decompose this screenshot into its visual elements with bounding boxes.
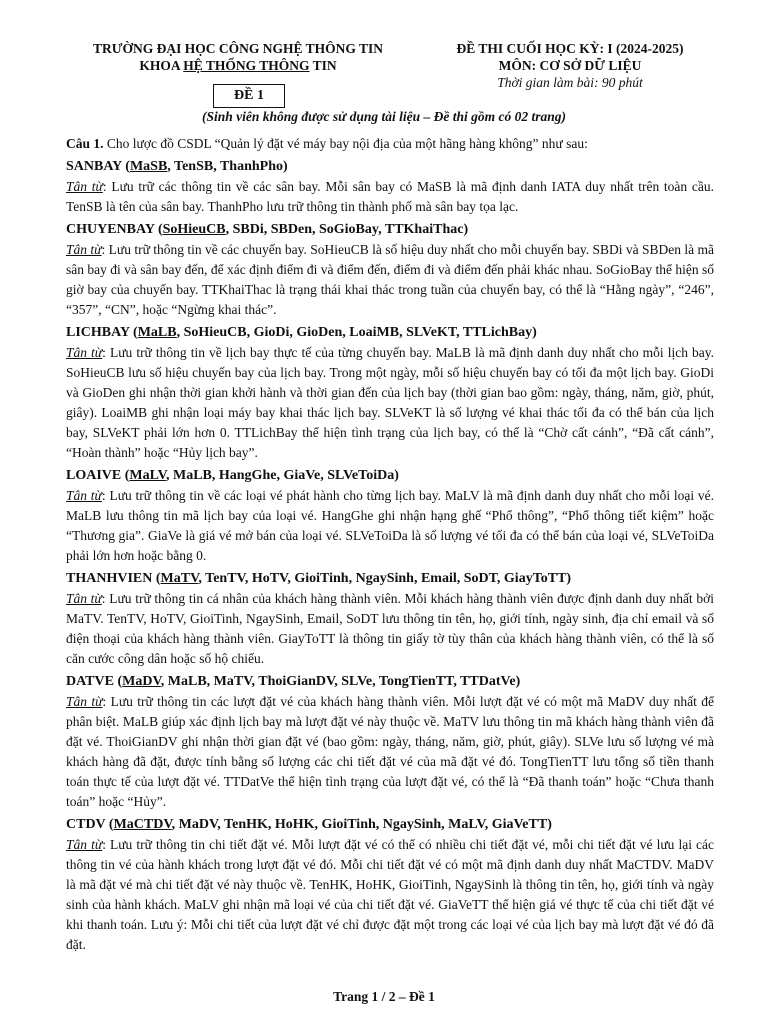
table-attributes: , TenTV, HoTV, GioiTinh, NgaySinh, Email, SoDT, GiayToTT) [198,571,572,586]
table-attributes: , SBDi, SBDen, SoGioBay, TTKhaiThac) [225,222,469,237]
table-schema: THANHVIEN (MaTV, TenTV, HoTV, GioiTinh, NgaySinh, Email, SoDT, GiayToTT) [66,571,572,586]
table-name: DATVE [66,674,114,689]
table-schema: DATVE (MaDV, MaLB, MaTV, ThoiGianDV, SLVe, TongTienTT, TTDatVe) [66,674,521,689]
description-label: Tân từ [66,242,102,257]
description-label: Tân từ [66,591,102,606]
table-name: LICHBAY [66,325,130,340]
table-attributes: , MaDV, TenHK, HoHK, GioiTinh, NgaySinh, MaLV, GiaVeTT) [171,817,552,832]
primary-key: MaTV [160,571,199,586]
faculty-prefix: KHOA [139,58,184,73]
exam-duration: Thời gian làm bài: 90 phút [497,75,643,90]
description-label: Tân từ [66,488,102,503]
table-name: THANHVIEN [66,571,153,586]
primary-key: SoHieuCB [162,222,226,237]
header-right [420,40,720,91]
exam-title: ĐỀ THI CUỐI HỌC KỲ: I (2024-2025) [456,41,684,56]
description-text: : Lưu trữ thông tin chi tiết đặt vé. Mỗi lượt đặt vé có thể có nhiều chi tiết đặt vé, mỗi chi tiết đặt vé lưu lại các thông tin vé của hành khách trong lượt đặt vé đó. Mỗi chi tiết đặt vé có một mã định danh duy nhất MaCTDV. MaDV là mã đặt vé mà chi tiết đặt vé này thuộc về. TenHK, HoHK, GioiTinh, NgaySinh là thông tin tên, họ, giới tính và ngày sinh của hành khách. MaLV ghi nhận mã loại vé của chi tiết đặt vé. GiaVeTT thể hiện giá vé thực tế của chi tiết đặt vé khi thanh toán. Lưu ý: Mỗi chi tiết của lượt đặt vé chỉ được đặt một trong các loại vé của lịch bay mà lượt đặt vé đó đã đặt. [66,837,715,952]
primary-key: MaSB [129,159,168,174]
table-description [66,240,714,320]
table-schema: CHUYENBAY (SoHieuCB, SBDi, SBDen, SoGioBay, TTKhaiThac) [66,222,469,237]
description-text: : Lưu trữ thông tin về các loại vé phát hành cho từng lịch bay. MaLV là mã định danh duy nhất cho mỗi loại vé. MaLB lưu thông tin mã lịch bay của loại vé. HangGhe ghi nhận hạng ghế “Phổ thông”, “Phổ thông tiết kiệm” hoặc “Thương gia”. GiaVe là giá vé mở bán của loại vé. SLVeToiDa là số lượng vé tối đa có thể bán của loại vé, SLVeToiDa phải lớn hơn hoặc bằng 0. [66,488,715,563]
table-name: LOAIVE [66,468,122,483]
table-name: SANBAY [66,159,122,174]
description-text: : Lưu trữ thông tin cá nhân của khách hàng thành viên. Mỗi khách hàng thành viên được định danh duy nhất bởi MaTV. TenTV, HoTV, GioiTinh, NgaySinh, Email, SoDT lưu thông tin tên, họ, giới tính, ngày sinh, địa chỉ email và số điện thoại của khách hàng thành viên. GiayToTT là thông tin giấy tờ tùy thân của khách hàng thành viên, có thể là số căn cước công dân hoặc số hộ chiếu. [66,591,714,666]
table-attributes: , TenSB, ThanhPho) [167,159,288,174]
page-footer: Trang 1 / 2 – Đề 1 [333,989,435,1004]
description-text: : Lưu trữ thông tin các lượt đặt vé của khách hàng thành viên. Mỗi lượt đặt vé có một mã MaDV duy nhất để phân biệt. MaLB giúp xác định lịch bay mà lượt đặt vé này thuộc về. MaTV lưu thông tin mã khách hàng thành viên đã đặt vé. ThoiGianDV ghi nhận thời gian đặt vé (bao gồm: ngày, tháng, năm, giờ, phút, giây). SLVe lưu số lượng vé mà khách hàng đã đặt, được tính bằng số lượng các chi tiết đặt vé của mã đặt vé đó. TongTienTT lưu tổng số tiền thanh toán thực tế của lượt đặt vé. TTDatVe thể hiện tình trạng của lượt đặt vé, có thể là “Đã thanh toán” hoặc “Chưa thanh toán” hoặc “Hủy”. [66,694,714,809]
question-intro [66,134,714,154]
table-description [66,589,714,669]
table-schema: LICHBAY (MaLB, SoHieuCB, GioDi, GioDen, LoaiMB, SLVeKT, TTLichBay) [66,325,537,340]
table-attributes: , SoHieuCB, GioDi, GioDen, LoaiMB, SLVeKT, TTLichBay) [176,325,537,340]
exam-code-box: ĐỀ 1 [213,84,285,108]
header-left [60,40,416,74]
description-text: : Lưu trữ các thông tin về các sân bay. Mỗi sân bay có MaSB là mã định danh IATA duy nhất trên toàn cầu. TenSB là tên của sân bay. ThanhPho lưu trữ thông tin thành phố mà sân bay tọa lạc. [66,179,715,214]
table-name: CTDV [66,817,106,832]
description-label: Tân từ [66,837,103,852]
question-text: Cho lược đồ CSDL “Quản lý đặt vé máy bay nội địa của một hãng hàng không” như sau: [103,136,588,151]
description-label: Tân từ [66,345,103,360]
table-description [66,835,714,955]
table-name: CHUYENBAY [66,222,155,237]
description-text: : Lưu trữ thông tin về lịch bay thực tế của từng chuyến bay. MaLB là mã định danh duy nhất cho mỗi lịch bay. SoHieuCB lưu số hiệu chuyến bay của lịch bay. Trong một ngày, mỗi số hiệu chuyến bay có tối đa một lịch bay. GioDi và GioDen ghi nhận thời gian khởi hành và thời gian đến của lịch bay (thời gian bao gồm: ngày, tháng, năm, giờ, phút, giây). LoaiMB ghi nhận loại máy bay khai thác lịch bay. SLVeKT là số lượng vé khai thác tối đa có thể bán của lịch bay, SLVeKT phải lớn hơn 0. TTLichBay thể hiện tình trạng của lịch bay, có thể là “Chờ cất cánh”, “Đã cất cánh”, “Hoàn thành” hoặc “Hủy lịch bay”. [66,345,714,460]
table-description [66,177,714,217]
table-description [66,692,714,812]
question-body [66,134,714,956]
primary-key: MaLV [129,468,166,483]
table-description [66,486,714,566]
faculty-underlined: HỆ THỐNG THÔNG [183,58,310,73]
primary-key: MaCTDV [113,817,172,832]
table-schema: CTDV (MaCTDV, MaDV, TenHK, HoHK, GioiTinh, NgaySinh, MaLV, GiaVeTT) [66,817,552,832]
description-label: Tân từ [66,694,103,709]
question-label: Câu 1. [66,136,104,151]
description-text: : Lưu trữ thông tin về các chuyến bay. SoHieuCB là số hiệu duy nhất cho mỗi chuyến bay. SBDi và SBDen là mã sân bay đi và sân bay đến, để xác định điểm đi và điểm đến, điểm đi và điểm đến phải khác nhau. SoGioBay thể hiện số giờ bay của chuyến bay. TTKhaiThac là trạng thái khai thác trong tuần của chuyến bay, có thể là “Hằng ngày”, “246”, “357”, “CN”, hoặc “Ngừng khai thác”. [66,242,715,317]
table-schema: SANBAY (MaSB, TenSB, ThanhPho) [66,159,288,174]
table-attributes: , MaLB, HangGhe, GiaVe, SLVeToiDa) [165,468,399,483]
primary-key: MaDV [122,674,161,689]
table-schema: LOAIVE (MaLV, MaLB, HangGhe, GiaVe, SLVeToiDa) [66,468,399,483]
description-label: Tân từ [66,179,103,194]
table-list [66,157,714,955]
table-description [66,343,714,463]
university-name: TRƯỜNG ĐẠI HỌC CÔNG NGHỆ THÔNG TIN [92,41,384,56]
table-attributes: , MaLB, MaTV, ThoiGianDV, SLVe, TongTienTT, TTDatVe) [160,674,521,689]
faculty-suffix: TIN [309,58,337,73]
subject-title: MÔN: CƠ SỞ DỮ LIỆU [498,58,642,73]
faculty-name [60,57,416,74]
primary-key: MaLB [137,325,177,340]
exam-note: (Sinh viên không được sử dụng tài liệu – Đề thi gồm có 02 trang) [202,109,566,124]
